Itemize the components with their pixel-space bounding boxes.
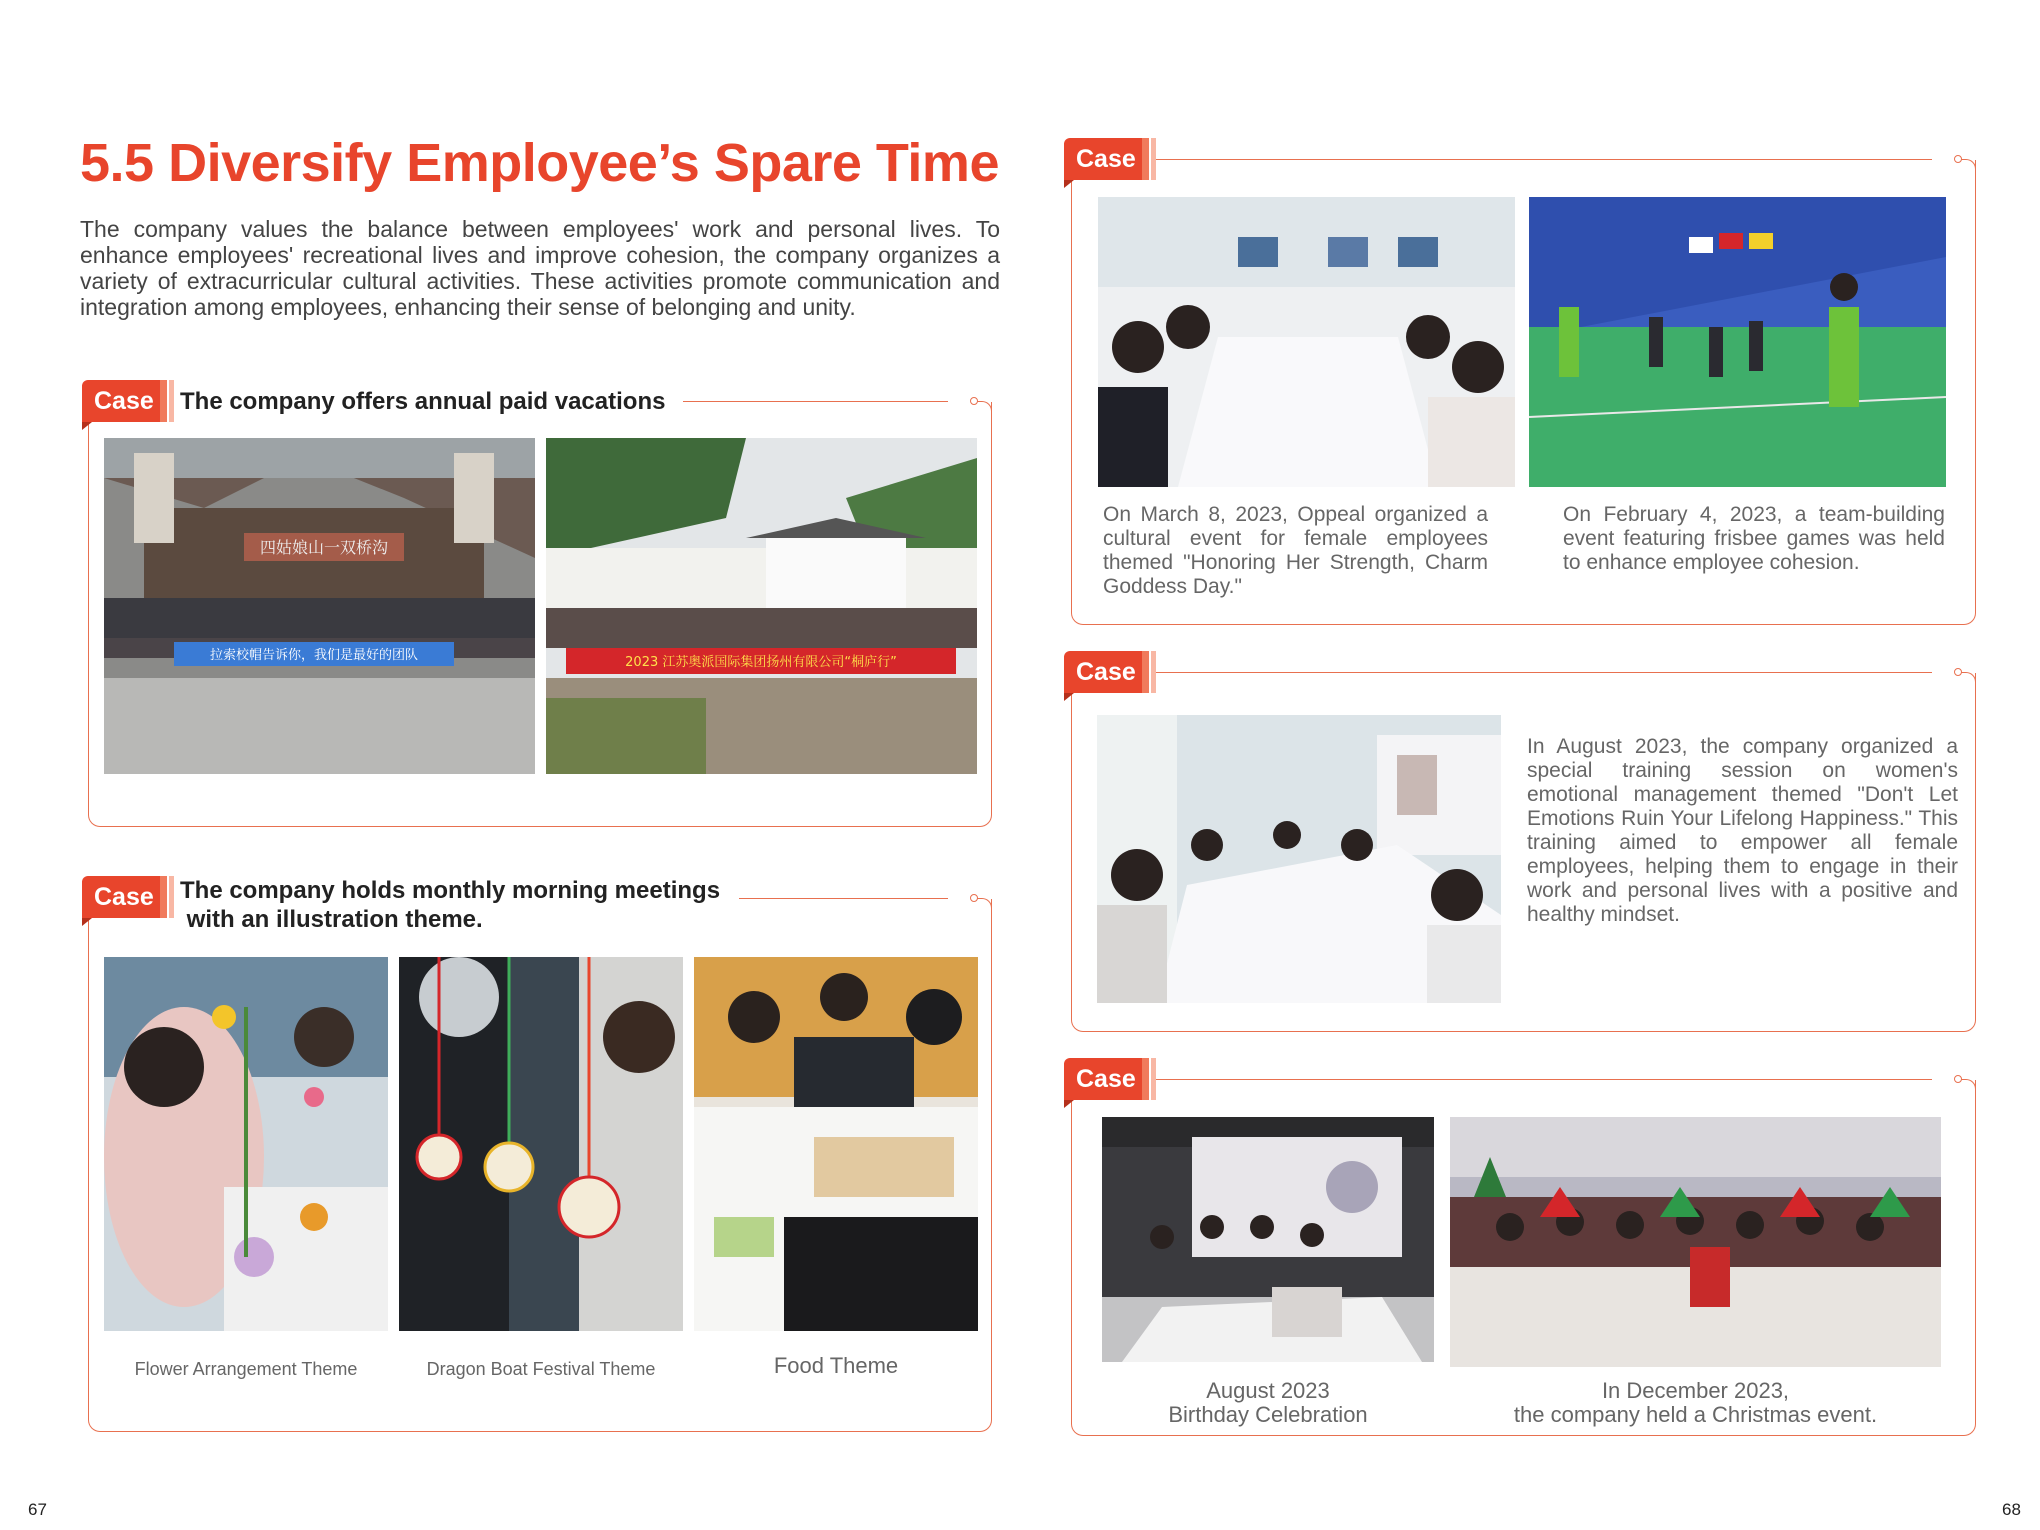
photo-birthday-celebration [1102, 1117, 1434, 1362]
divider-line [1156, 672, 1932, 673]
divider-line [739, 898, 948, 899]
photo-dragon-boat-festival [399, 957, 683, 1331]
photo-training-session [1097, 715, 1501, 1003]
divider-line [1156, 159, 1932, 160]
caption-goddess-day: On March 8, 2023, Oppeal organized a cultural event for female employees themed "Honoring Her Strength, Charm Goddess Day." [1103, 503, 1488, 598]
photo-food-theme [694, 957, 978, 1331]
photo-christmas-event [1450, 1117, 1941, 1367]
caption-christmas: In December 2023, the company held a Christmas event. [1513, 1378, 1878, 1427]
caption-dragon-boat: Dragon Boat Festival Theme [426, 1359, 656, 1379]
svg-text:2023 江苏奥派国际集团扬州有限公司“桐庐行”: 2023 江苏奥派国际集团扬州有限公司“桐庐行” [625, 655, 897, 670]
page-title: 5.5 Diversify Employee’s Spare Time [80, 133, 999, 193]
page-number-right: 68 [2002, 1500, 2021, 1519]
photo-mountain-group [104, 438, 535, 774]
caption-frisbee: On February 4, 2023, a team-building event featuring frisbee games was held to enhance employee cohesion. [1563, 503, 1945, 574]
divider-line [1156, 1079, 1932, 1080]
photo-frisbee-team-building [1529, 197, 1946, 487]
page-number-left: 67 [28, 1500, 47, 1519]
caption-food: Food Theme [773, 1353, 899, 1378]
case-heading-morning-meetings: The company holds monthly morning meetings with an illustration theme. [180, 877, 721, 933]
caption-flower: Flower Arrangement Theme [134, 1359, 358, 1379]
case-heading-vacations: The company offers annual paid vacations [180, 388, 666, 415]
photo-goddess-day [1098, 197, 1515, 487]
scenic-sign-text: 四姑娘山一双桥沟 [259, 538, 389, 557]
svg-text:拉索校帽告诉你，我们是最好的团队: 拉索校帽告诉你，我们是最好的团队 [209, 648, 419, 663]
training-description: In August 2023, the company organized a special training session on women's emotional management themed "Don't Let Emotions Ruin Your Lifelong Happiness." This training aimed to empower all female employees, helping them to engage in their work and personal lives with a positive and healthy mindset. [1527, 735, 1958, 926]
caption-birthday: August 2023 Birthday Celebration [1168, 1378, 1368, 1427]
photo-flower-arrangement [104, 957, 388, 1331]
intro-paragraph: The company values the balance between employees' work and personal lives. To enhance employees' recreational lives and improve cohesion, the company organizes a variety of extracurricular cultural activities. These activities promote communication and integration among employees, enhancing their sense of belonging and unity. [80, 216, 1000, 320]
divider-line [683, 401, 948, 402]
photo-village-group [546, 438, 977, 774]
